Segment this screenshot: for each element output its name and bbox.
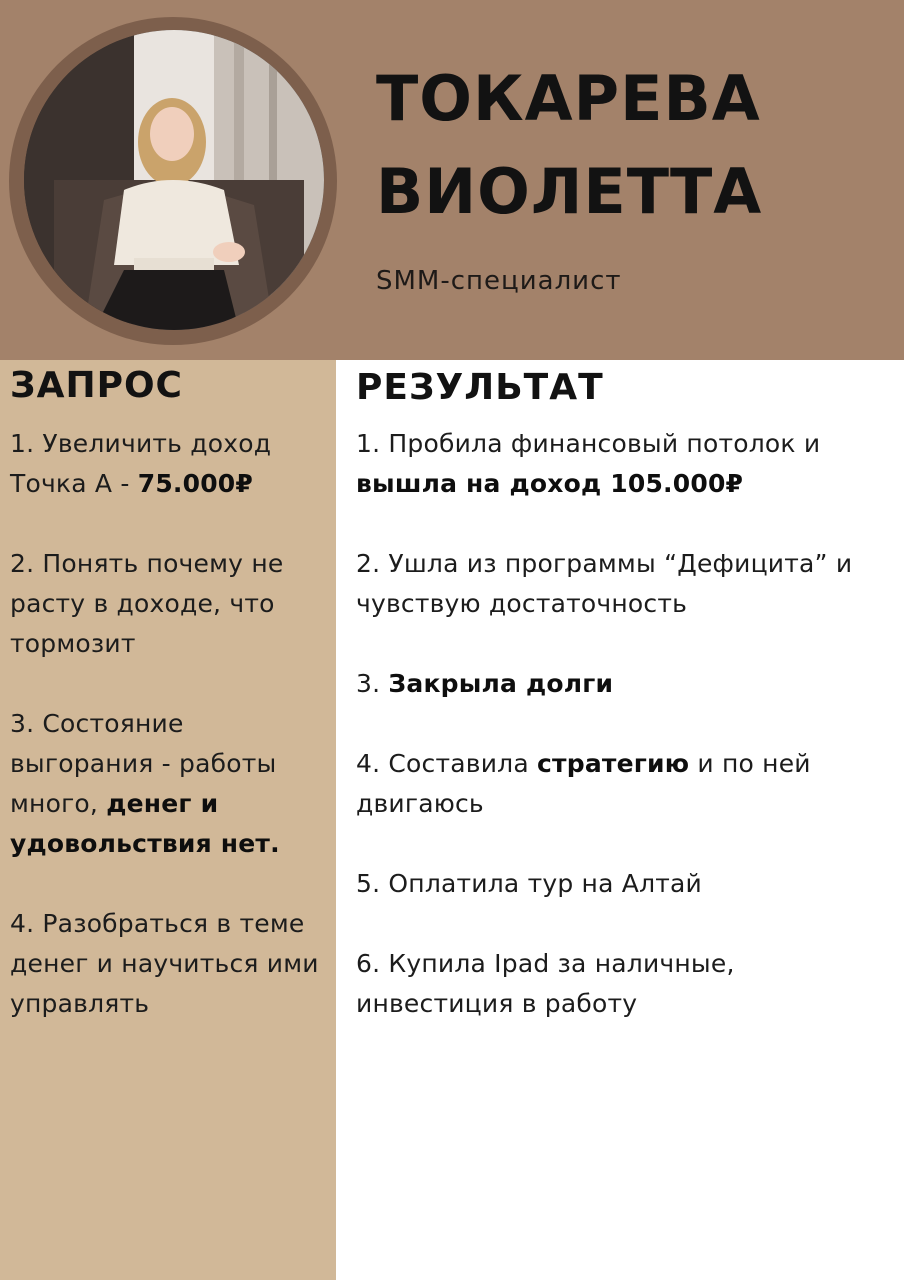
request-item-1-prefix: Точка А - xyxy=(10,469,138,498)
result-item-4-suffix: и по ней двигаюсь xyxy=(356,749,811,818)
result-item-3 xyxy=(356,664,896,704)
request-item-3 xyxy=(10,704,330,864)
request-column xyxy=(0,360,336,1280)
request-item-3-bold: денег и удовольствия нет. xyxy=(10,789,280,858)
result-item-1 xyxy=(356,424,896,504)
name-line-surname: ТОКАРЕВА xyxy=(376,62,761,135)
result-item-2: 2. Ушла из программы “Дефицита” и чувствую достаточность xyxy=(356,549,853,618)
portrait-photo xyxy=(24,30,324,330)
result-item-3-prefix: 3. xyxy=(356,669,389,698)
request-item-4: 4. Разобраться в теме денег и научиться ими управлять xyxy=(10,909,319,1018)
person-role: SMM-специалист xyxy=(376,266,622,296)
result-item-6: 6. Купила Ipad за наличные, инвестиция в работу xyxy=(356,949,735,1018)
name-line-firstname: ВИОЛЕТТА xyxy=(376,155,763,228)
portrait-illustration xyxy=(24,30,324,330)
result-item-3-bold: Закрыла долги xyxy=(388,669,614,698)
result-item-5: 5. Оплатила тур на Алтай xyxy=(356,869,702,898)
request-item-2: 2. Понять почему не расту в доходе, что тормозит xyxy=(10,549,284,658)
request-title: ЗАПРОС xyxy=(10,365,183,406)
request-list xyxy=(10,424,330,1064)
result-item-1-prefix: 1. Пробила финансовый потолок и xyxy=(356,429,821,458)
request-item-1-line2 xyxy=(10,464,330,504)
result-column xyxy=(336,360,904,1280)
request-item-1-line1: 1. Увеличить доход xyxy=(10,429,272,458)
result-item-1-bold: вышла на доход 105.000₽ xyxy=(356,469,744,498)
result-item-4-bold: стратегию xyxy=(537,749,690,778)
request-item-3-prefix: 3. Состояние выгорания - работы много, xyxy=(10,709,277,818)
result-item-4 xyxy=(356,744,896,824)
person-name xyxy=(376,52,762,238)
request-item-1-amount: 75.000₽ xyxy=(137,469,254,498)
result-title: РЕЗУЛЬТАТ xyxy=(356,367,604,408)
request-item-1 xyxy=(10,424,330,504)
header-banner xyxy=(0,0,904,360)
result-item-4-prefix: 4. Составила xyxy=(356,749,538,778)
result-list xyxy=(356,424,896,1064)
